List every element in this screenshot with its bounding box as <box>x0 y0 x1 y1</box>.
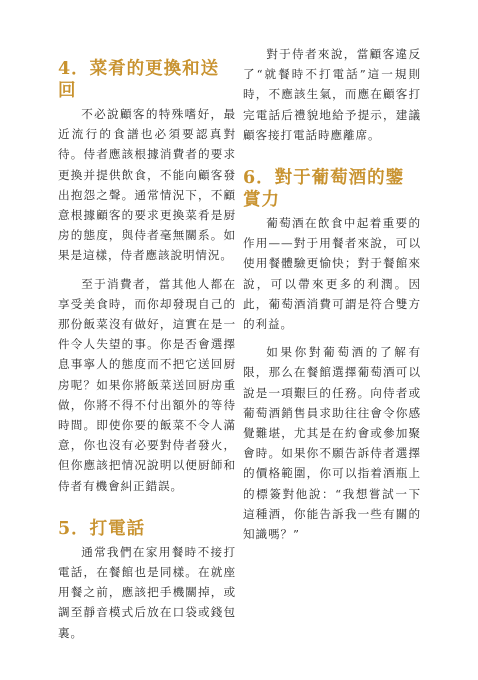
section-5-paragraph-2: 對于侍者來說，當顧客違反了“就餐時不打電話”這一規則時，不應該生氣，而應在顧客打完電話后禮貌地給予提示，建議顧客接打電話時應離席。 <box>243 47 421 142</box>
section-4-paragraph-1: 不必說顧客的特殊嗜好，最近流行的食譜也必須要認真對待。侍者應該根據消費者的要求更換并提供飲食，不能向顧客發出抱怨之聲。通常情況下，不顧意根據顧客的要求更換菜肴是厨房的態度，與侍者毫無關系。如果是這樣，侍者應該說明情況。 <box>58 107 236 263</box>
section-6-paragraph-1: 葡萄酒在飲食中起着重要的作用——對于用餐者來說，可以使用餐體驗更愉快；對于餐館來說，可以帶來更多的利潤。因此，葡萄酒消費可謂是符合雙方的利益。 <box>243 216 421 332</box>
section-6-heading: 6．對于葡萄酒的鑒賞力 <box>243 168 405 211</box>
right-column <box>243 44 421 552</box>
section-4-heading: 4．菜肴的更換和送回 <box>58 59 220 101</box>
section-4-paragraph-2: 至于消費者，當其他人都在享受美食時，而你却發現自己的那份飯菜沒有做好，這實在是一件令人失望的事。你是否會選擇息事寧人的態度而不把它送回厨房呢？如果你將飯菜送回厨房重做，你將不得不付出額外的等待時間。即使你要的飯菜不令人滿意，你也沒有必要對侍者發火，但你應該把情况說明以便厨師和侍者有機會糾正錯誤。 <box>58 276 236 493</box>
section-6-paragraph-2: 如果你對葡萄酒的了解有限，那么在餐館選擇葡萄酒可以說是一項艱巨的任務。向侍者或葡萄酒銷售員求助往往會令你感覺難堪，尤其是在約會或參加聚會時。如果你不願告訴侍者選擇的價格範圍，你可以指着酒瓶上的標簽對他說：“我想嘗試一下這種酒，你能告訴我一些有關的知識嗎？” <box>243 345 421 542</box>
section-5-heading: 5．打電話 <box>58 518 146 539</box>
left-column <box>58 58 236 651</box>
section-5-paragraph-1: 通常我們在家用餐時不接打電話，在餐館也是同樣。在就座用餐之前，應該把手機關掉，或調至靜音模式后放在口袋或錢包裏。 <box>58 544 236 640</box>
